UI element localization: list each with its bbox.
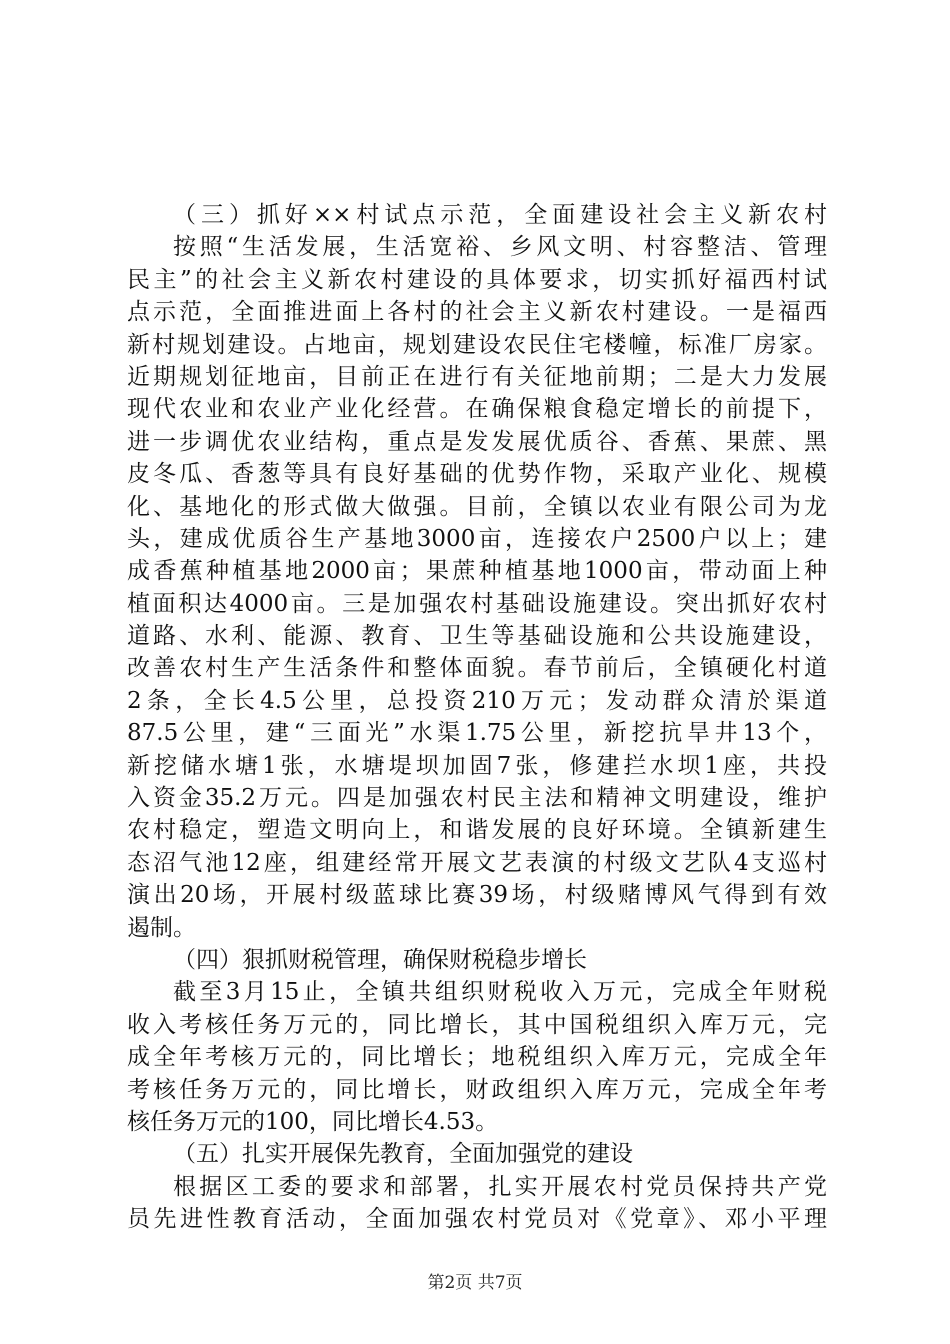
- paragraph-line: 成全年考核万元的，同比增长；地税组织入库万元，完成全年: [127, 1044, 827, 1071]
- paragraph-line: 收入考核任务万元的，同比增长，其中国税组织入库万元，完: [127, 1011, 827, 1038]
- page-footer: 第2页 共7页: [427, 1273, 523, 1293]
- paragraph-line: 87.5公里，建“三面光”水渠1.75公里，新挖抗旱井13个，: [127, 720, 827, 747]
- paragraph-line: 新村规划建设。占地亩，规划建设农民住宅楼幢，标准厂房家。: [127, 331, 827, 358]
- paragraph-line: 民主”的社会主义新农村建设的具体要求，切实抓好福西村试: [127, 266, 827, 293]
- section-heading: （三）抓好××村试点示范，全面建设社会主义新农村: [173, 202, 827, 228]
- paragraph-line: 考核任务万元的，同比增长，财政组织入库万元，完成全年考: [127, 1076, 827, 1103]
- paragraph-line: 根据区工委的要求和部署，扎实开展农村党员保持共产党: [173, 1173, 827, 1200]
- paragraph-line: 演出20场，开展村级蓝球比赛39场，村级赌博风气得到有效: [127, 882, 827, 909]
- paragraph-line: 成香蕉种植基地2000亩；果蔗种植基地1000亩，带动面上种: [127, 558, 827, 585]
- paragraph-line: 入资金35.2万元。四是加强农村民主法和精神文明建设，维护: [127, 785, 827, 812]
- paragraph-line: 现代农业和农业产业化经营。在确保粮食稳定增长的前提下，: [127, 396, 827, 423]
- paragraph-line: 道路、水利、能源、教育、卫生等基础设施和公共设施建设，: [127, 623, 827, 650]
- section-heading: （四）狠抓财税管理，确保财税稳步增长: [173, 946, 587, 973]
- paragraph-line: 农村稳定，塑造文明向上，和谐发展的良好环境。全镇新建生: [127, 817, 827, 844]
- paragraph-line: 核任务万元的100，同比增长4.53。: [127, 1108, 499, 1135]
- paragraph-line: 2条，全长4.5公里，总投资210万元；发动群众清於渠道: [127, 687, 827, 714]
- paragraph-line: 化、基地化的形式做大做强。目前，全镇以农业有限公司为龙: [127, 493, 827, 520]
- paragraph-line: 截至3月15止，全镇共组织财税收入万元，完成全年财税: [173, 979, 827, 1006]
- paragraph-line: 头，建成优质谷生产基地3000亩，连接农户2500户以上；建: [127, 525, 827, 552]
- paragraph-line: 植面积达4000亩。三是加强农村基础设施建设。突出抓好农村: [127, 590, 827, 617]
- paragraph-line: 皮冬瓜、香葱等具有良好基础的优势作物，采取产业化、规模: [127, 461, 827, 488]
- paragraph-line: 改善农村生产生活条件和整体面貌。春节前后，全镇硬化村道: [127, 655, 827, 682]
- paragraph-line: 态沼气池12座，组建经常开展文艺表演的村级文艺队4支巡村: [127, 849, 827, 876]
- paragraph-line: 员先进性教育活动，全面加强农村党员对《党章》、邓小平理: [127, 1206, 827, 1233]
- paragraph-line: 按照“生活发展，生活宽裕、乡风文明、村容整洁、管理: [173, 234, 827, 261]
- section-heading: （五）扎实开展保先教育，全面加强党的建设: [173, 1141, 633, 1168]
- body-text: [127, 199, 827, 1236]
- paragraph-line: 点示范，全面推进面上各村的社会主义新农村建设。一是福西: [127, 299, 827, 326]
- paragraph-line: 新挖储水塘1张，水塘堤坝加固7张，修建拦水坝1座，共投: [127, 752, 827, 779]
- paragraph-line: 进一步调优农业结构，重点是发发展优质谷、香蕉、果蔗、黑: [127, 428, 827, 455]
- paragraph-line: 遏制。: [127, 914, 196, 941]
- paragraph-line: 近期规划征地亩，目前正在进行有关征地前期；二是大力发展: [127, 363, 827, 390]
